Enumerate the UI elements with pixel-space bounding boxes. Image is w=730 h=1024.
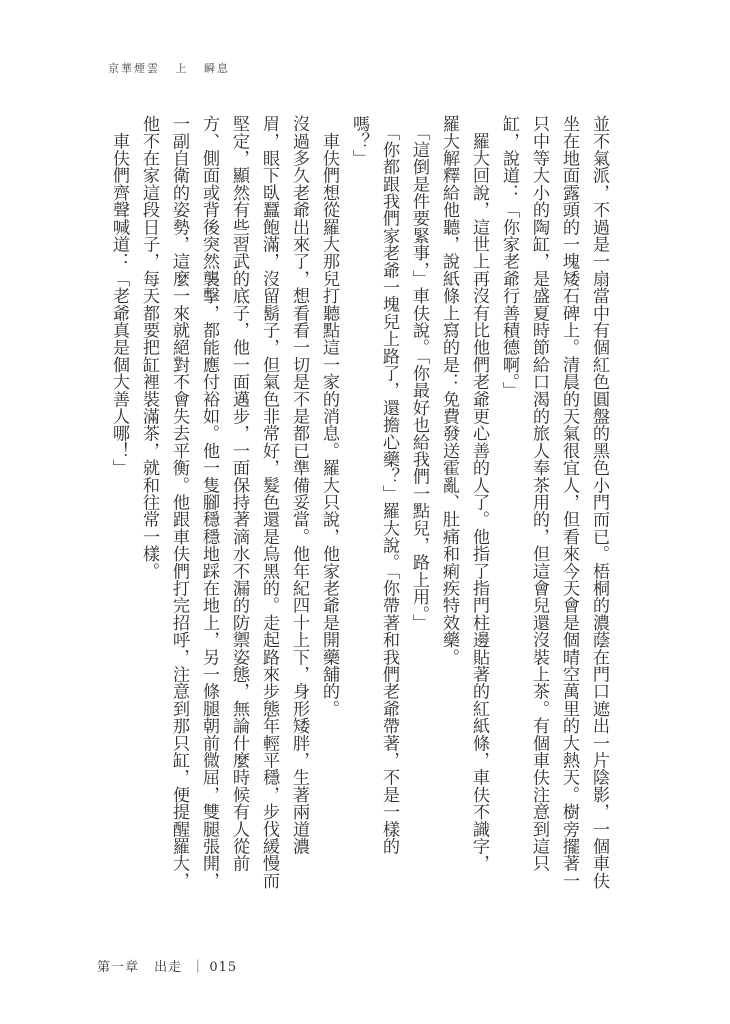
text-line: 缸，說道：「你家老爺行善積德啊。」 — [499, 115, 519, 399]
running-head — [108, 60, 240, 76]
chapter-title: 出走 — [154, 960, 183, 975]
text-line: 坐在地面露頭的一塊矮石碑上。清晨的天氣很宜人，但看來今天會是個晴空萬里的大熱天。樹旁擺著一 — [559, 115, 579, 889]
chapter-number: 第一章 — [97, 960, 140, 975]
text-line: 方、側面或背後突然襲擊，都能應付裕如。他一隻腳穩穩地踩在地上，另一條腿朝前微屈，雙腿張開， — [199, 115, 219, 889]
body-text — [104, 115, 614, 905]
text-line: 車伕們想從羅大那兒打聽點這一家的消息。羅大只說，他家老爺是開藥舖的。 — [319, 115, 339, 717]
text-line: 堅定，顯然有些習武的底子，他一面邁步，一面保持著滴水不漏的防禦姿態，無論什麼時候有人從前 — [229, 115, 249, 872]
text-line: 羅大回說，這世上再沒有比他們老爺更心善的人了。他指了指門柱邊貼著的紅紙條，車伕不識字， — [469, 115, 489, 872]
text-line: 眉，眼下臥蠶飽滿，沒留鬍子，但氣色非常好，髮色還是烏黑的。走起路來步態年輕平穩，步伐緩慢而 — [259, 115, 279, 889]
text-line: 並不氣派，不過是一扇當中有個紅色圓盤的黑色小門而已。梧桐的濃蔭在門口遮出一片陰影，一個車伕 — [589, 115, 609, 889]
text-line: 一副自衛的姿勢，這麼一來就絕對不會失去平衡。他跟車伕們打完招呼，注意到那只缸，便提醒羅大， — [169, 115, 189, 889]
text-line: 「這倒是件要緊事，」車伕說。「你最好也給我們一點兒，路上用。」 — [409, 115, 429, 631]
volume-label: 上 — [175, 62, 189, 75]
page-footer — [97, 956, 237, 975]
page-number: 015 — [209, 960, 238, 975]
book-title: 京華煙雲 — [108, 62, 160, 75]
text-line: 車伕們齊聲喊道：「老爺真是個大善人哪！」 — [109, 115, 129, 477]
text-line: 「你都跟我們家老爺一塊兒上路了，還擔心藥？」羅大說。「你帶著和我們老爺帶著，不是一樣的 — [379, 115, 399, 855]
text-line: 他不在家這段日子，每天都要把缸裡裝滿茶，就和往常一樣。 — [139, 115, 159, 580]
text-line: 嗎？」 — [349, 115, 369, 167]
footer-separator: ｜ — [191, 960, 206, 975]
text-line: 羅大解釋給他聽，說紙條上寫的是：免費發送霍亂、肚痛和痢疾特效藥。 — [439, 115, 459, 666]
part-label: 瞬息 — [204, 62, 230, 75]
text-line: 沒過多久老爺出來了，想看看一切是不是都已準備妥當。他年紀四十上下，身形矮胖，生著兩道濃 — [289, 115, 309, 855]
text-line: 只中等大小的陶缸，是盛夏時節給口渴的旅人奉茶用的，但這會兒還沒裝上茶。有個車伕注意到這只 — [529, 115, 549, 872]
